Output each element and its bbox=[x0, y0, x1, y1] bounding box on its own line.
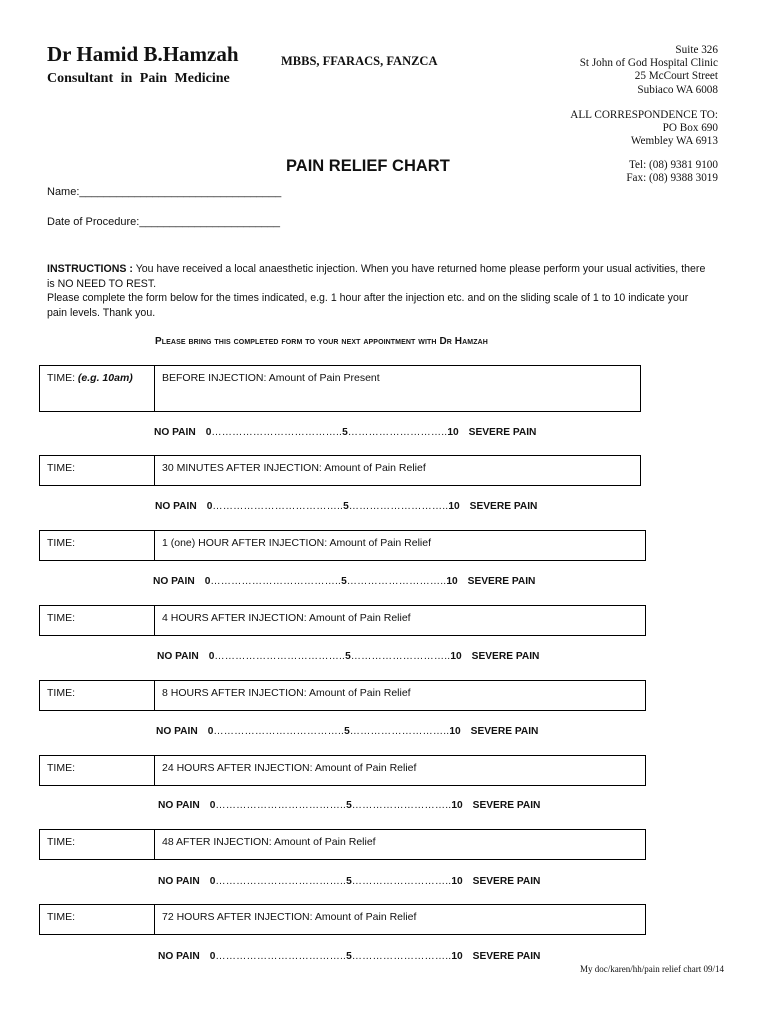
scale-ten: 10 bbox=[447, 427, 459, 438]
interval-description: 48 AFTER INJECTION: Amount of Pain Relief bbox=[162, 836, 376, 848]
scale-mid: 5 bbox=[344, 726, 350, 737]
scale-mid: 5 bbox=[346, 800, 352, 811]
scale-dots: ……………………….. bbox=[349, 726, 450, 737]
time-entry-box[interactable] bbox=[39, 755, 646, 786]
time-entry-box[interactable] bbox=[39, 904, 646, 935]
scale-mid: 5 bbox=[346, 951, 352, 962]
address-line: 25 McCourt Street bbox=[634, 70, 718, 83]
time-label: TIME: bbox=[47, 537, 75, 549]
scale-zero: 0 bbox=[207, 726, 214, 737]
pain-scale[interactable] bbox=[156, 726, 538, 737]
time-field[interactable] bbox=[40, 456, 155, 485]
scale-left-label: NO PAIN bbox=[158, 876, 200, 887]
time-field[interactable] bbox=[40, 681, 155, 710]
interval-description: 72 HOURS AFTER INJECTION: Amount of Pain Relief bbox=[162, 911, 417, 923]
instructions-label: INSTRUCTIONS : bbox=[47, 263, 133, 275]
time-entry-box[interactable] bbox=[39, 365, 641, 412]
pain-scale[interactable] bbox=[157, 651, 539, 662]
time-label: TIME: bbox=[47, 836, 75, 848]
time-field[interactable] bbox=[40, 905, 155, 934]
scale-left-label: NO PAIN bbox=[157, 651, 199, 662]
time-field[interactable] bbox=[40, 606, 155, 635]
scale-zero: 0 bbox=[204, 576, 211, 587]
phone-number: Tel: (08) 9381 9100 bbox=[628, 159, 718, 171]
bring-form-note: Please bring this completed form to your next appointment with Dr Hamzah bbox=[155, 336, 488, 347]
instructions bbox=[47, 262, 707, 320]
scale-zero: 0 bbox=[208, 651, 215, 662]
scale-left-label: NO PAIN bbox=[153, 576, 195, 587]
scale-dots: ……………………………….. bbox=[215, 876, 347, 887]
scale-mid: 5 bbox=[346, 876, 352, 887]
scale-left-label: NO PAIN bbox=[158, 800, 200, 811]
doctor-specialty: Consultant in Pain Medicine bbox=[47, 71, 230, 86]
time-field[interactable] bbox=[40, 756, 155, 785]
time-label: TIME: bbox=[47, 911, 75, 923]
scale-mid: 5 bbox=[341, 576, 347, 587]
scale-mid: 5 bbox=[345, 651, 351, 662]
scale-dots: ……………………………….. bbox=[212, 501, 344, 512]
time-label: TIME: bbox=[47, 687, 75, 699]
correspondence-line: ALL CORRESPONDENCE TO: bbox=[570, 109, 718, 121]
scale-ten: 10 bbox=[451, 876, 463, 887]
page-title: PAIN RELIEF CHART bbox=[286, 157, 450, 175]
scale-zero: 0 bbox=[205, 427, 212, 438]
scale-zero: 0 bbox=[209, 876, 216, 887]
time-field[interactable] bbox=[40, 830, 155, 859]
scale-dots: ……………………….. bbox=[351, 876, 452, 887]
interval-description: BEFORE INJECTION: Amount of Pain Present bbox=[162, 372, 380, 384]
scale-dots: ……………………………….. bbox=[210, 576, 342, 587]
scale-right-label: SEVERE PAIN bbox=[472, 951, 541, 962]
scale-right-label: SEVERE PAIN bbox=[470, 726, 539, 737]
time-entry-box[interactable] bbox=[39, 829, 646, 860]
scale-mid: 5 bbox=[343, 501, 349, 512]
name-field[interactable]: Name:_________________________________ bbox=[47, 186, 282, 198]
scale-zero: 0 bbox=[206, 501, 213, 512]
scale-dots: ……………………………….. bbox=[215, 951, 347, 962]
instructions-paragraph-1 bbox=[47, 262, 707, 291]
interval-description: 1 (one) HOUR AFTER INJECTION: Amount of Pain Relief bbox=[162, 537, 432, 549]
correspondence-address bbox=[570, 109, 718, 149]
interval-description: 8 HOURS AFTER INJECTION: Amount of Pain Relief bbox=[162, 687, 411, 699]
doctor-qualifications: MBBS, FFARACS, FANZCA bbox=[281, 54, 438, 68]
address-line: Subiaco WA 6008 bbox=[637, 83, 718, 96]
scale-dots: ……………………………….. bbox=[211, 427, 343, 438]
scale-right-label: SEVERE PAIN bbox=[471, 651, 540, 662]
instructions-text-1: You have received a local anaesthetic injection. When you have returned home please perform your usual activities, there is NO NEED TO REST. bbox=[47, 263, 706, 290]
scale-zero: 0 bbox=[209, 800, 216, 811]
scale-left-label: NO PAIN bbox=[158, 951, 200, 962]
scale-dots: ……………………….. bbox=[351, 951, 452, 962]
scale-ten: 10 bbox=[451, 951, 463, 962]
pain-scale[interactable] bbox=[158, 800, 540, 811]
time-entry-box[interactable] bbox=[39, 455, 641, 486]
scale-dots: ……………………….. bbox=[351, 800, 452, 811]
pain-scale[interactable] bbox=[158, 876, 540, 887]
interval-description: 30 MINUTES AFTER INJECTION: Amount of Pain Relief bbox=[162, 462, 426, 474]
scale-ten: 10 bbox=[449, 726, 461, 737]
pain-scale[interactable] bbox=[153, 576, 535, 587]
footer-reference: My doc/karen/hh/pain relief chart 09/14 bbox=[580, 964, 724, 974]
scale-left-label: NO PAIN bbox=[156, 726, 198, 737]
instructions-text-2: Please complete the form below for the times indicated, e.g. 1 hour after the injection etc. and on the sliding scale of 1 to 10 indicate your pain levels. Thank you. bbox=[47, 292, 689, 319]
scale-dots: ……………………………….. bbox=[213, 726, 345, 737]
time-example: (e.g. 10am) bbox=[77, 372, 133, 384]
scale-dots: ……………………………….. bbox=[214, 651, 346, 662]
fax-number: Fax: (08) 9388 3019 bbox=[626, 172, 718, 185]
address-line: St John of God Hospital Clinic bbox=[579, 57, 718, 70]
scale-ten: 10 bbox=[446, 576, 458, 587]
time-label: TIME: bbox=[47, 372, 75, 384]
time-label: TIME: bbox=[47, 612, 75, 624]
time-field[interactable] bbox=[40, 366, 155, 411]
time-field[interactable] bbox=[40, 531, 155, 560]
scale-left-label: NO PAIN bbox=[155, 501, 197, 512]
correspondence-line: PO Box 690 bbox=[662, 122, 718, 135]
time-entry-box[interactable] bbox=[39, 680, 646, 711]
scale-right-label: SEVERE PAIN bbox=[472, 800, 541, 811]
correspondence-line: Wembley WA 6913 bbox=[630, 135, 718, 148]
scale-right-label: SEVERE PAIN bbox=[472, 876, 541, 887]
pain-scale[interactable] bbox=[155, 501, 537, 512]
scale-right-label: SEVERE PAIN bbox=[468, 427, 537, 438]
time-label: TIME: bbox=[47, 762, 75, 774]
scale-dots: ……………………….. bbox=[348, 501, 449, 512]
time-label: TIME: bbox=[47, 462, 75, 474]
scale-mid: 5 bbox=[342, 427, 348, 438]
pain-scale[interactable] bbox=[154, 427, 536, 438]
scale-dots: ……………………….. bbox=[347, 427, 448, 438]
contact-numbers bbox=[626, 159, 718, 185]
interval-description: 24 HOURS AFTER INJECTION: Amount of Pain Relief bbox=[162, 762, 417, 774]
scale-left-label: NO PAIN bbox=[154, 427, 196, 438]
pain-scale[interactable] bbox=[158, 951, 540, 962]
time-entry-box[interactable] bbox=[39, 605, 646, 636]
procedure-date-field[interactable]: Date of Procedure:_______________________ bbox=[47, 216, 281, 228]
scale-ten: 10 bbox=[448, 501, 460, 512]
scale-zero: 0 bbox=[209, 951, 216, 962]
scale-ten: 10 bbox=[451, 800, 463, 811]
scale-dots: ……………………………….. bbox=[215, 800, 347, 811]
doctor-name: Dr Hamid B.Hamzah bbox=[47, 42, 239, 66]
time-entry-box[interactable] bbox=[39, 530, 646, 561]
scale-right-label: SEVERE PAIN bbox=[469, 501, 538, 512]
scale-right-label: SEVERE PAIN bbox=[467, 576, 536, 587]
clinic-address bbox=[580, 44, 718, 97]
scale-ten: 10 bbox=[450, 651, 462, 662]
scale-dots: ……………………….. bbox=[346, 576, 447, 587]
interval-description: 4 HOURS AFTER INJECTION: Amount of Pain Relief bbox=[162, 612, 411, 624]
scale-dots: ……………………….. bbox=[350, 651, 451, 662]
address-line: Suite 326 bbox=[675, 44, 718, 56]
